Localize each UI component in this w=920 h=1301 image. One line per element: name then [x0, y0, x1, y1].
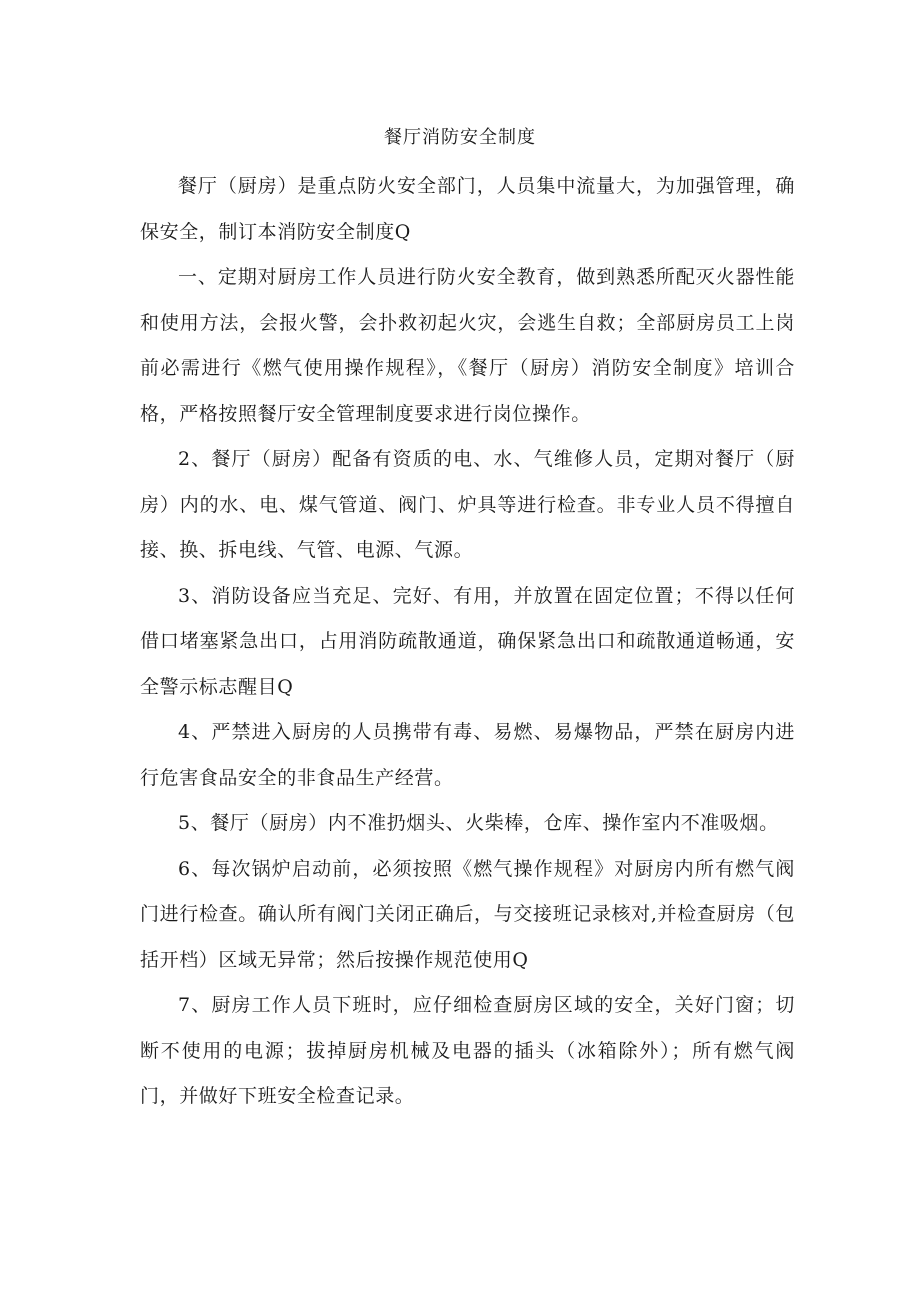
paragraph-3: 3、消防设备应当充足、完好、有用，并放置在固定位置；不得以任何借口堵塞紧急出口，占用消防疏散通道，确保紧急出口和疏散通道畅通，安全警示标志醒目Q [140, 584, 795, 698]
paragraph-5: 5、餐厅（厨房）内不准扔烟头、火柴棒，仓库、操作室内不准吸烟。 [178, 812, 779, 834]
paragraph-7: 7、厨房工作人员下班时，应仔细检查厨房区域的安全，关好门窗；切断不使用的电源；拔掉厨房机械及电器的插头（冰箱除外）；所有燃气阀门，并做好下班安全检查记录。 [140, 994, 795, 1107]
paragraph-intro: 餐厅（厨房）是重点防火安全部门，人员集中流量大，为加强管理，确保安全，制订本消防安全制度Q [140, 175, 795, 243]
document-title: 餐厅消防安全制度 [384, 127, 536, 148]
paragraph-2: 2、餐厅（厨房）配备有资质的电、水、气维修人员，定期对餐厅（厨房）内的水、电、煤气管道、阀门、炉具等进行检查。非专业人员不得擅自接、换、拆电线、气管、电源、气源。 [140, 448, 795, 561]
document-body [140, 164, 795, 1120]
paragraph-4: 4、严禁进入厨房的人员携带有毒、易燃、易爆物品，严禁在厨房内进行危害食品安全的非食品生产经营。 [140, 721, 795, 789]
paragraph-1: 一、定期对厨房工作人员进行防火安全教育，做到熟悉所配灭火器性能和使用方法，会报火警，会扑救初起火灾，会逃生自救；全部厨房员工上岗前必需进行《燃气使用操作规程》，《餐厅（厨房）消防安全制度》培训合格，严格按照餐厅安全管理制度要求进行岗位操作。 [140, 266, 795, 425]
paragraph-6: 6、每次锅炉启动前，必须按照《燃气操作规程》对厨房内所有燃气阀门进行检查。确认所有阀门关闭正确后，与交接班记录核对,并检查厨房（包括开档）区域无异常；然后按操作规范使用Q [140, 857, 795, 971]
